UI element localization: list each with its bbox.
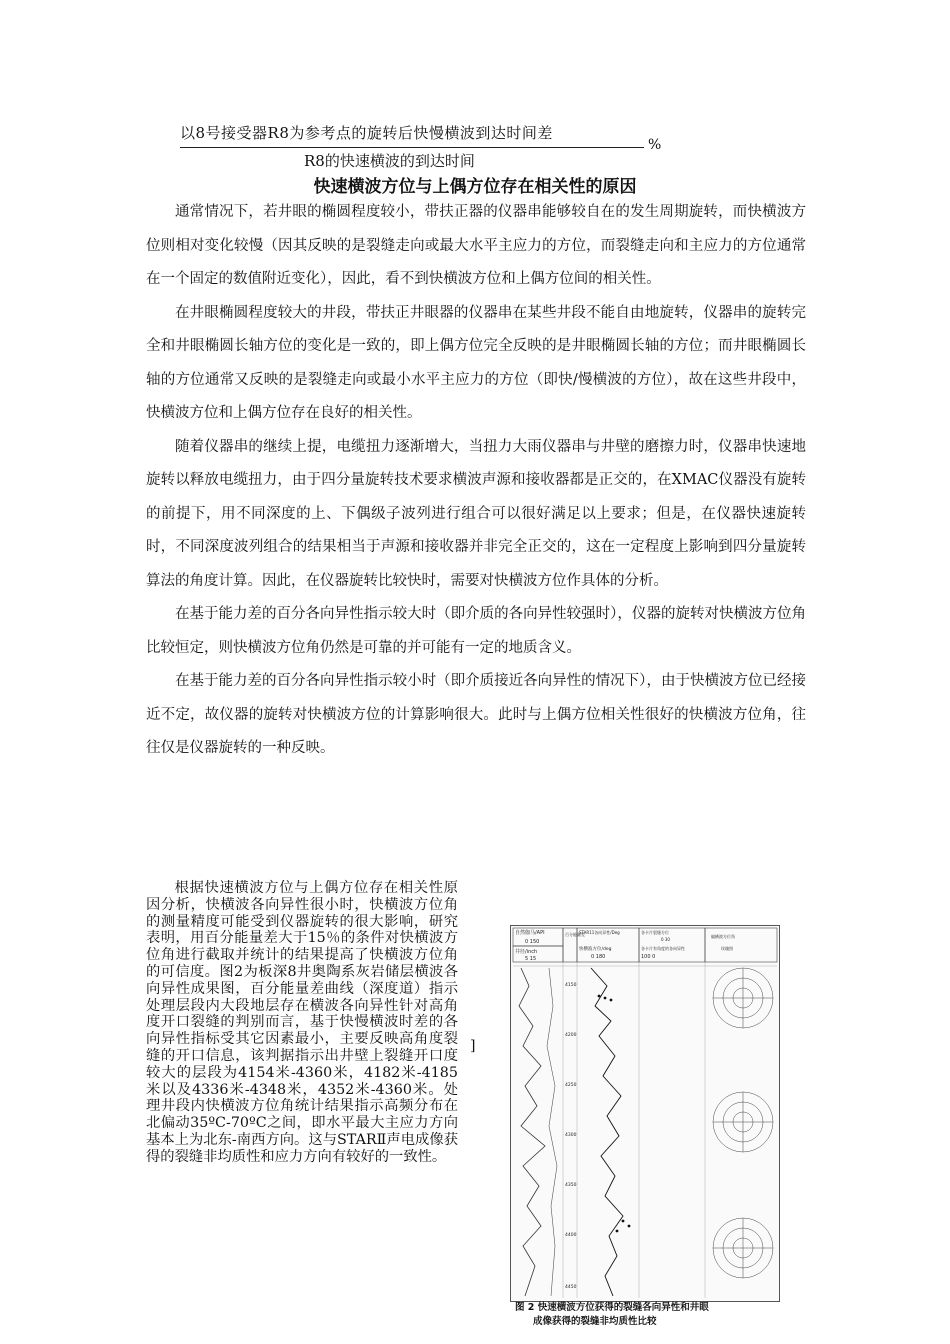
bracket-mark: ] (470, 1038, 476, 1054)
header-label: 快横波方位/deg (579, 947, 612, 952)
depth-label: 4350 (565, 1183, 577, 1188)
header-label: 自然伽马/API (515, 930, 545, 936)
header-label: 0 150 (525, 939, 540, 945)
log-figure (510, 925, 780, 1302)
header-label: 玫瑰图 (721, 946, 733, 951)
caption-line: 成像获得的裂缝非均质性比较 (533, 1316, 657, 1327)
depth-label: 4400 (565, 1233, 577, 1238)
paragraph: 在基于能力差的百分各向异性指示较小时（即介质接近各向异性的情况下），由于快横波方位已经接近不定，故仪器的旋转对快横波方位的计算影响很大。此时与上偶方位相关性很好的快横波方位角，往往仅是仪器旋转的一种反映。 (146, 673, 806, 756)
depth-label: 4300 (565, 1133, 577, 1138)
header-label: 各卡片裂缝方位 (641, 930, 669, 935)
formula-denominator: R8的快速横波的到达时间 (304, 152, 475, 170)
paragraph: 在井眼椭圆程度较大的井段，带扶正井眼器的仪器串在某些井段不能自由地旋转，仪器串的旋转完全和井眼椭圆长轴方位的变化是一致的，即上偶方位完全反映的是井眼椭圆长轴的方位；而井眼椭圆长轴的方位通常又反映的是裂缝走向或最小水平主应力的方位（即快/慢横波的方位），故在这些井段中，快横波方位和上偶方位存在良好的相关性。 (146, 304, 806, 421)
body-text (146, 196, 806, 766)
header-label: 0 180 (591, 954, 606, 960)
caption-line: 图 2 快速横波方位获得的裂缝各向异性和井眼 (515, 1302, 709, 1313)
fraction-bar (180, 147, 644, 148)
depth-label: 4200 (565, 1033, 577, 1038)
header-label: 各卡片有角度的各向异性 (641, 946, 685, 951)
figure-caption (515, 1301, 775, 1329)
header-label: 5 15 (525, 956, 537, 962)
header-label: 0 30 (661, 937, 670, 942)
header-label: 100 0 (641, 954, 656, 960)
header-label: STAR11各向异性/Deg (579, 930, 620, 935)
section-title: 快速横波方位与上偶方位存在相关性的原因 (313, 177, 637, 197)
header-label: 偏横波方位角 (711, 934, 735, 939)
paragraph: 通常情况下，若井眼的椭圆程度较小，带扶正器的仪器串能够较自在的发生周期旋转，而快横波方位则相对变化较慢（因其反映的是裂缝走向或最大水平主应力的方位，而裂缝走向和主应力的方位通常在一个固定的数值附近变化），因此，看不到快横波方位和上偶方位间的相关性。 (146, 204, 806, 287)
header-label: 百分能量差 (565, 932, 585, 937)
formula-numerator: 以8号接受器R8为参考点的旋转后快慢横波到达时间差 (180, 124, 553, 142)
log-figure-graphic (511, 926, 779, 1301)
paragraph: 在基于能力差的百分各向异性指示较大时（即介质的各向异性较强时），仪器的旋转对快横波方位角比较恒定，则快横波方位角仍然是可靠的并可能有一定的地质含义。 (146, 606, 806, 656)
header-label: 井径/inch (515, 949, 538, 955)
side-paragraph: 根据快速横波方位与上偶方位存在相关性原因分析，快横波各向异性很小时，快横波方位角的测量精度可能受到仪器旋转的很大影响，研究表明，用百分能量差大于15％的条件对快横波方位角进行截取并统计的结果提高了快横波方位角的可信度。图2为板深8井奥陶系灰岩储层横波各向异性成果图，百分能量差曲线（深度道）指示处理层段内大段地层存在横波各向异性针对高角度开口裂缝的判别而言，基于快慢横波时差的各向异性指标受其它因素最小，主要反映高角度裂缝的开口信息，该判据指示出井壁上裂缝开口度较大的层段为4154米-4360米，4182米-4185米以及4336米-4348米，4352米-4360米。处理井段内快横波方位角统计结果指示高频分布在北偏动35ºC-70ºC之间，即水平最大主应力方向基本上为北东-南西方向。这与STARⅡ声电成像获得的裂缝非均质性和应力方向有较好的一致性。 (146, 880, 458, 1165)
depth-label: 4450 (565, 1285, 577, 1290)
side-text-block (146, 880, 458, 1166)
formula-unit: % (648, 137, 662, 153)
ratio-formula (180, 122, 680, 172)
depth-label: 4250 (565, 1083, 577, 1088)
depth-label: 4150 (565, 983, 577, 988)
paragraph: 随着仪器串的继续上提，电缆扭力逐渐增大，当扭力大雨仪器串与井壁的磨擦力时，仪器串快速地旋转以释放电缆扭力，由于四分量旋转技术要求横波声源和接收器都是正交的，在XMAC仪器没有旋转的前提下，用不同深度的上、下偶级子波列进行组合可以很好满足以上要求；但是，在仪器快速旋转时，不同深度波列组合的结果相当于声源和接收器并非完全正交的，这在一定程度上影响到四分量旋转算法的角度计算。因此，在仪器旋转比较快时，需要对快横波方位作具体的分析。 (146, 438, 806, 589)
